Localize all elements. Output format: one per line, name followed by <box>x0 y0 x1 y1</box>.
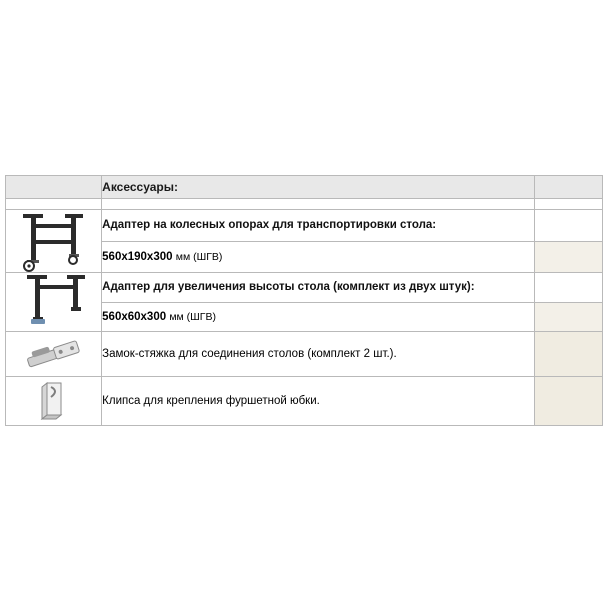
adapter-wheels-size-value: 560х190х300 <box>102 250 173 263</box>
header-label: Аксессуары: <box>102 176 535 199</box>
table-header-row <box>6 176 603 199</box>
lock-clamp-title: Замок-стяжка для соединения столов (комплект 2 шт.). <box>102 332 535 377</box>
spacer-row <box>6 199 603 210</box>
spacer-image-cell <box>6 199 102 210</box>
adapter-wheels-size <box>102 241 535 273</box>
adapter-wheels-size-unit: мм (ШГВ) <box>175 250 223 263</box>
table-row <box>6 332 603 377</box>
spacer-price-cell <box>534 199 602 210</box>
adapter-wheels-image <box>6 210 102 273</box>
lock-clamp-price <box>534 332 602 377</box>
accessories-table-container <box>5 175 603 426</box>
adapter-wheels-price-title <box>534 210 602 242</box>
accessories-table <box>5 175 603 426</box>
adapter-height-size <box>102 302 535 332</box>
skirt-clip-title: Клипса для крепления фуршетной юбки. <box>102 377 535 426</box>
adapter-wheels-price <box>534 241 602 273</box>
adapter-height-size-unit: мм (ШГВ) <box>169 310 216 323</box>
table-row <box>6 273 603 303</box>
lock-clamp-image <box>6 332 102 377</box>
table-row <box>6 210 603 242</box>
header-price-cell <box>534 176 602 199</box>
adapter-wheels-title: Адаптер на колесных опорах для транспортировки стола: <box>102 210 535 242</box>
header-image-cell <box>6 176 102 199</box>
adapter-height-price-title <box>534 273 602 303</box>
skirt-clip-image <box>6 377 102 426</box>
adapter-height-size-value: 560х60х300 <box>102 310 167 323</box>
adapter-height-image <box>6 273 102 332</box>
adapter-height-title: Адаптер для увеличения высоты стола (комплект из двух штук): <box>102 273 535 303</box>
adapter-height-price <box>534 302 602 332</box>
table-row <box>6 377 603 426</box>
skirt-clip-price <box>534 377 602 426</box>
spacer-text-cell <box>102 199 535 210</box>
